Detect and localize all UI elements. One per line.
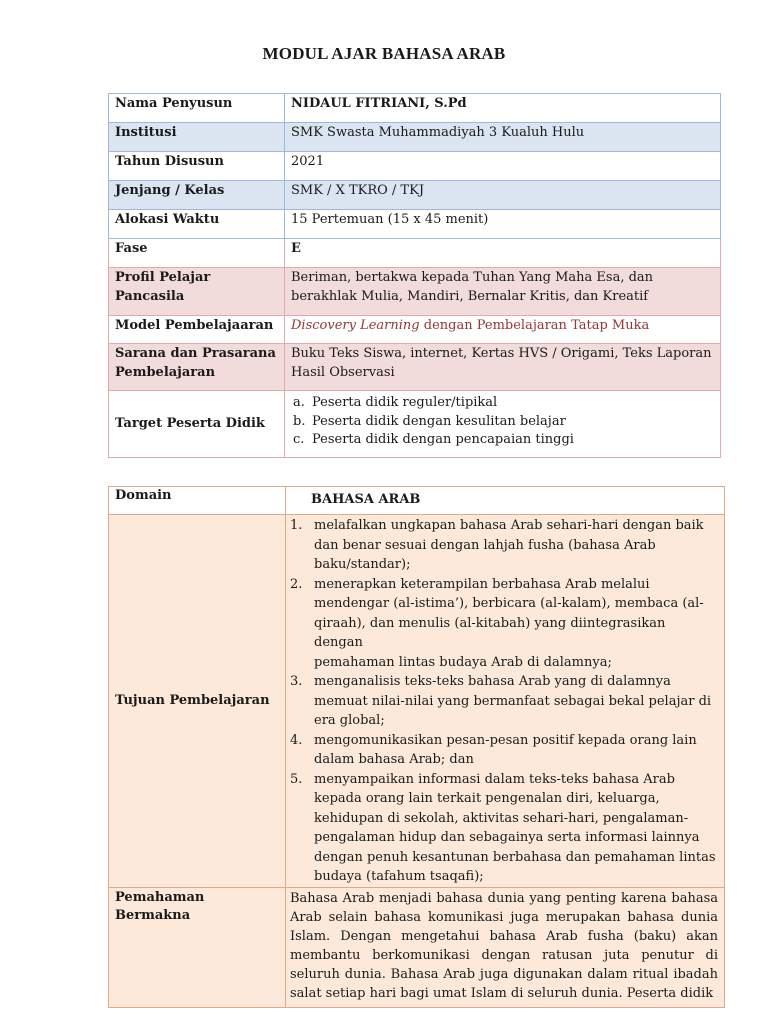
list-marker: 3. [290,674,303,689]
tujuan-list [290,516,718,887]
value-model-rest: dengan Pembelajaran Tatap Muka [419,318,650,333]
list-item-text: Peserta didik dengan pencapaian tinggi [312,432,574,447]
list-item-text: Peserta didik reguler/tipikal [312,395,498,410]
label-tahun-disusun: Tahun Disusun [109,152,285,181]
list-line: budaya (tafahum tsaqafi); [314,869,484,884]
label-pemahaman-line-1: Pemahaman [115,889,205,905]
value-pemahaman-bermakna: Bahasa Arab menjadi bahasa dunia yang penting karena bahasa Arab selain bahasa komunikasi juga merupakan bahasa dunia Islam. Dengan mengetahui bahasa Arab fusha (baku) akan membantu berkomunikasi dengan ratusan juta penutur di seluruh dunia. Bahasa Arab juga digunakan dalam ritual ibadah salat setiap hari bagi umat Islam di seluruh dunia. Peserta didik [286,887,725,1007]
value-alokasi-waktu: 15 Pertemuan (15 x 45 menit) [285,210,721,239]
list-item [293,394,714,413]
row-model-pembelajaran [109,316,721,344]
value-sarana-line-1: Buku Teks Siswa, internet, Kertas HVS / Origami, Teks Laporan [291,346,712,361]
value-model-pembelajaran [285,316,721,344]
list-item [293,413,714,432]
row-sarana-prasarana [109,344,721,391]
list-marker: b. [293,413,306,429]
list-line: menerapkan keterampilan berbahasa Arab melalui [314,576,650,592]
value-tujuan-pembelajaran [286,515,725,888]
list-line: menganalisis teks-teks bahasa Arab yang di dalamnya [314,674,671,689]
label-alokasi-waktu: Alokasi Waktu [109,210,285,239]
row-target-peserta-didik [109,391,721,458]
list-line: melafalkan ungkapan bahasa Arab sehari-hari dengan baik [314,518,704,533]
list-line: era global; [314,713,385,728]
value-profil-line-2: berakhlak Mulia, Mandiri, Bernalar Kritis, dan Kreatif [291,288,649,304]
list-marker: c. [293,432,305,447]
value-model-italic: Discovery Learning [291,318,420,333]
label-profil-line-1: Profil Pelajar [115,270,211,285]
value-tahun-disusun: 2021 [285,152,721,181]
label-institusi: Institusi [109,123,285,152]
list-marker: 1. [290,518,303,533]
label-domain: Domain [109,487,286,515]
row-alokasi-waktu [109,210,721,239]
row-institusi [109,123,721,152]
list-item [290,672,718,731]
list-line: dan benar sesuai dengan lahjah fusha (bahasa Arab [314,537,656,553]
value-fase: E [285,239,721,268]
value-profil-pelajar [285,268,721,316]
list-line: mendengar (al-istima’), berbicara (al-kalam), membaca (al- [314,596,704,611]
list-line: pengalaman hidup dan sebagainya serta informasi lainnya [314,830,700,845]
label-model-pembelajaran: Model Pembelajaaran [109,316,285,344]
label-nama-penyusun: Nama Penyusun [109,94,285,123]
list-item [290,516,718,575]
list-marker: a. [293,395,305,410]
label-sarana-line-2: Pembelajaran [115,364,216,380]
label-profil-pelajar [109,268,285,316]
value-profil-line-1: Beriman, bertakwa kepada Tuhan Yang Maha Esa, dan [291,270,654,285]
label-profil-line-2: Pancasila [115,288,185,304]
list-item [293,431,714,450]
list-line: kepada orang lain terkait pengenalan diri, keluarga, [314,791,660,806]
label-tujuan-pembelajaran: Tujuan Pembelajaran [109,515,286,888]
page-title: MODUL AJAR BAHASA ARAB [262,44,506,63]
label-target-peserta-didik: Target Peserta Didik [109,391,285,458]
list-item [290,770,718,887]
domain-table [108,486,725,1008]
value-institusi: SMK Swasta Muhammadiyah 3 Kualuh Hulu [285,123,721,152]
list-item-text: Peserta didik dengan kesulitan belajar [312,413,566,429]
list-marker: 4. [290,732,303,748]
list-line: menyampaikan informasi dalam teks-teks bahasa Arab [314,771,675,787]
value-nama-penyusun: NIDAUL FITRIANI, S.Pd [285,94,721,123]
list-marker: 2. [290,576,303,592]
label-sarana-line-1: Sarana dan Prasarana [115,346,276,361]
list-item [290,731,718,770]
label-pemahaman-line-2: Bermakna [115,908,191,923]
list-line: dalam bahasa Arab; dan [314,752,474,767]
row-nama-penyusun [109,94,721,123]
list-line: qiraah), dan menulis (al-kitabah) yang diintegrasikan dengan [314,615,666,650]
list-line: kehidupan di sekolah, aktivitas sehari-hari, pengalaman- [314,810,689,826]
value-jenjang-kelas: SMK / X TKRO / TKJ [285,181,721,210]
row-profil-pelajar [109,268,721,316]
value-sarana-line-2: Hasil Observasi [291,364,395,380]
row-tujuan-pembelajaran [109,515,725,888]
value-sarana-prasarana [285,344,721,391]
list-line: baku/standar); [314,557,411,572]
row-pemahaman-bermakna [109,887,725,1007]
list-marker: 5. [290,771,303,787]
list-item [290,575,718,673]
list-line: dengan penuh kesantunan berbahasa dan pemahaman lintas [314,849,716,865]
list-line: memuat nilai-nilai yang bermanfaat sebagai bekal pelajar di [314,693,712,709]
label-jenjang-kelas: Jenjang / Kelas [109,181,285,210]
row-tahun-disusun [109,152,721,181]
target-list [291,394,714,450]
row-domain [109,487,725,515]
list-line: mengomunikasikan pesan-pesan positif kepada orang lain [314,732,697,748]
row-jenjang-kelas [109,181,721,210]
value-domain: BAHASA ARAB [286,487,725,515]
list-line: pemahaman lintas budaya Arab di dalamnya; [314,654,612,670]
label-pemahaman-bermakna [109,887,286,1007]
value-target-peserta-didik [285,391,721,458]
label-fase: Fase [109,239,285,268]
row-fase [109,239,721,268]
label-sarana-prasarana [109,344,285,391]
info-table [108,93,721,458]
